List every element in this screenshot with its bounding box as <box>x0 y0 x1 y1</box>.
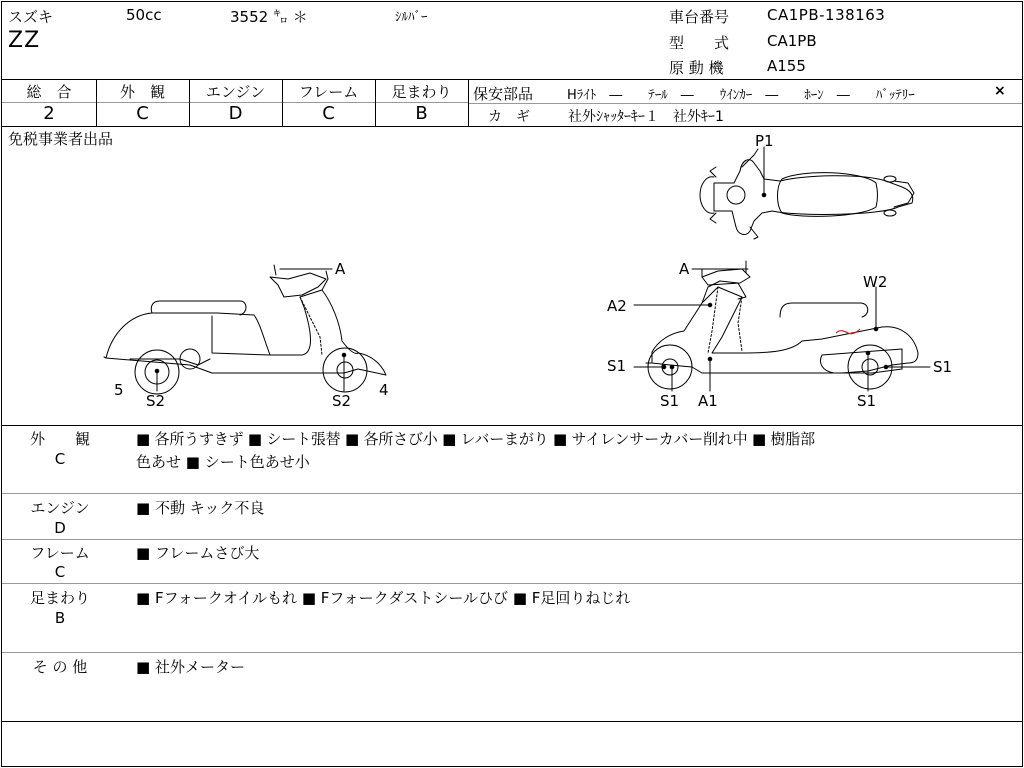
safety-items: Hﾗｲﾄ ― ﾃｰﾙ ― ｳｲﾝｶｰ ― ﾎｰﾝ ― ﾊﾞｯﾃﾘｰ <box>567 88 915 103</box>
detail-label-exterior: 外 観 <box>29 430 90 448</box>
detail-label-frame: フレーム <box>30 544 90 562</box>
mileage-mark: ＊ <box>292 8 308 26</box>
detail-text-exterior-1: ■ 各所うすきず ■ シート張替 ■ 各所さび小 ■ レバーまがり ■ サイレンサーカバー削れ中 ■ 樹脂部 <box>136 430 815 448</box>
displacement: 50cc <box>126 6 162 24</box>
score-label-engine: エンジン <box>205 83 266 101</box>
model-name: ZZ <box>8 28 41 53</box>
label-s1: S1 <box>607 357 627 375</box>
score-label-frame: フレーム <box>298 83 359 101</box>
label-5: 5 <box>114 381 124 399</box>
label-a2: A2 <box>607 297 627 315</box>
color: ｼﾙﾊﾞｰ <box>395 10 428 25</box>
divider <box>2 539 1022 540</box>
score-value-engine: D <box>228 103 243 124</box>
engine-label: 原 動 機 <box>669 59 724 77</box>
type-value: CA1PB <box>767 32 817 50</box>
divider <box>2 652 1022 653</box>
score-value-suspension: B <box>415 103 428 124</box>
detail-grade-suspension: B <box>54 609 66 627</box>
scratch-mark-icon <box>836 329 860 334</box>
key-value: 社外ｼｬｯﾀｰｷｰ１ 社外ｷｰ1 <box>568 109 724 125</box>
detail-text-exterior-2: 色あせ ■ シート色あせ小 <box>136 453 310 471</box>
detail-label-engine: エンジン <box>30 499 90 517</box>
label-a-right: A <box>679 260 690 278</box>
detail-grade-frame: C <box>54 563 66 581</box>
detail-grade-engine: D <box>54 519 66 537</box>
label-s1: S1 <box>857 392 877 410</box>
label-s1: S1 <box>933 358 953 376</box>
detail-text-other: ■ 社外メーター <box>136 658 245 676</box>
type-label: 型 式 <box>669 34 730 52</box>
engine-value: A155 <box>767 57 806 75</box>
maker: スズキ <box>8 8 54 26</box>
divider <box>468 79 469 127</box>
score-label-exterior: 外 観 <box>119 83 165 101</box>
mileage-unit: ㌔ <box>272 8 288 26</box>
score-value-exterior: C <box>136 103 149 124</box>
frame-no-label: 車台番号 <box>669 8 730 26</box>
score-label-suspension: 足まわり <box>391 83 452 101</box>
mileage <box>230 6 308 27</box>
label-p1: P1 <box>755 132 774 150</box>
scooter-top-view <box>700 147 914 239</box>
divider <box>2 425 1022 426</box>
divider <box>2 583 1022 584</box>
score-value-overall: 2 <box>43 103 55 124</box>
label-a-left: A <box>335 260 346 278</box>
label-s1: S1 <box>660 392 680 410</box>
tax-note: 免税事業者出品 <box>8 130 114 148</box>
divider <box>468 103 1022 104</box>
key-label: カ ギ <box>488 109 530 125</box>
label-s2: S2 <box>332 392 352 410</box>
detail-label-other: そ の 他 <box>32 658 88 676</box>
battery-mark: × <box>994 83 1006 99</box>
detail-text-suspension: ■ Fフォークオイルもれ ■ Fフォークダストシールひび ■ F足回りねじれ <box>136 589 631 607</box>
detail-text-frame: ■ フレームさび大 <box>136 544 260 562</box>
mileage-value: 3552 <box>230 8 269 26</box>
label-a1: A1 <box>698 392 718 410</box>
detail-grade-exterior: C <box>54 450 66 468</box>
label-4: 4 <box>379 381 389 399</box>
detail-text-engine: ■ 不動 キック不良 <box>136 499 265 517</box>
scooter-left-view <box>104 265 386 394</box>
label-w2: W2 <box>863 273 888 291</box>
score-label-overall: 総 合 <box>26 83 72 101</box>
score-value-frame: C <box>322 103 335 124</box>
inspection-sheet <box>1 1 1023 767</box>
divider <box>2 79 1022 80</box>
label-s2: S2 <box>146 392 166 410</box>
frame-no: CA1PB-138163 <box>767 6 886 24</box>
detail-label-suspension: 足まわり <box>29 589 90 607</box>
divider <box>2 493 1022 494</box>
divider <box>2 721 1022 722</box>
safety-label: 保安部品 <box>473 85 534 103</box>
